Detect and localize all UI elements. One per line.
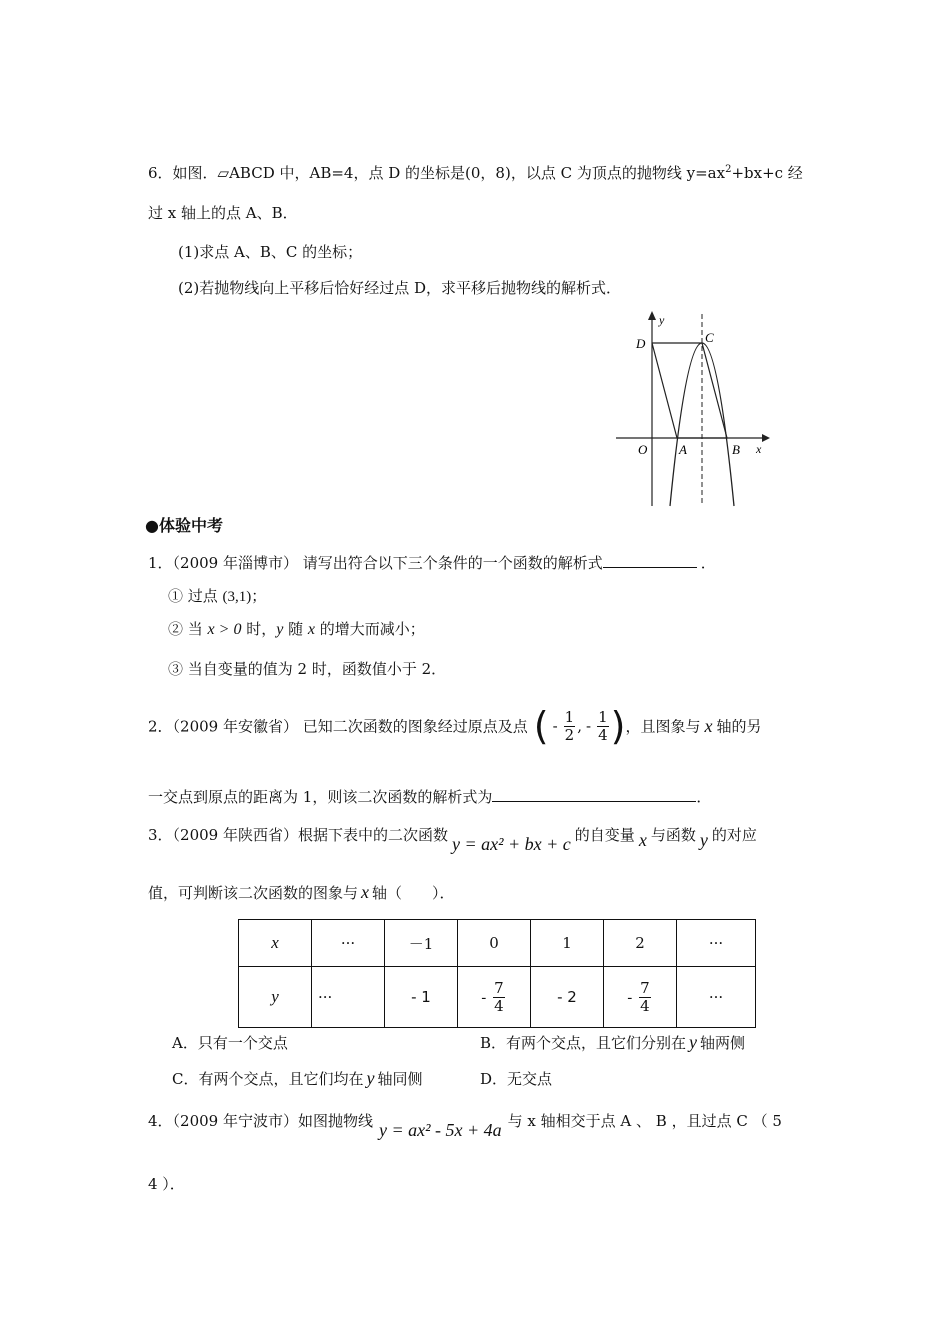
label-C: C <box>705 330 714 345</box>
parabola-figure <box>612 308 772 508</box>
p4-line2: 4 ）． <box>148 1175 185 1193</box>
option-c[interactable]: C．有两个交点，且它们均在 y 轴同侧 <box>172 1068 423 1088</box>
p4-intro: 4．（2009 年宁波市）如图抛物线 y = ax² - 5x + 4a 与 x 轴相交于点 A 、 B ，且过点 C （ 5 <box>148 1112 782 1140</box>
table-cell: y <box>239 967 312 1028</box>
table-cell: ··· <box>312 920 385 967</box>
p1-cond2: ② 当 x > 0 时，y 随 x 的增大而减小； <box>168 620 425 638</box>
p1-cond3: ③ 当自变量的值为 2 时，函数值小于 2． <box>168 660 447 678</box>
parabola-curve <box>670 343 734 506</box>
label-O: O <box>638 442 648 457</box>
p3-intro: 3．（2009 年陕西省）根据下表中的二次函数 y = ax² + bx + c 的自变量 x 与函数 y 的对应 <box>148 826 757 854</box>
q6-line2: 过 x 轴上的点 A、B． <box>148 204 298 222</box>
option-b[interactable]: B．有两个交点，且它们分别在 y 轴两侧 <box>480 1032 746 1052</box>
label-B: B <box>732 442 740 457</box>
p3-line2: 值，可判断该二次函数的图象与 x 轴（ ）． <box>148 882 455 902</box>
option-d[interactable]: D．无交点 <box>480 1070 553 1088</box>
table-cell: ··· <box>312 967 385 1028</box>
q6-sub1: (1)求点 A、B、C 的坐标； <box>178 243 363 261</box>
label-x: x <box>756 442 762 456</box>
p2-line2: 一交点到原点的距离为 1，则该二次函数的解析式为 ． <box>148 788 712 806</box>
table-cell: 0 <box>458 920 531 967</box>
bullet-icon: ● <box>145 516 159 535</box>
answer-blank-1[interactable] <box>603 553 697 568</box>
p2-intro: 2．（2009 年安徽省） 已知二次函数的图象经过原点及点 ( - $\frac{1}{2}$ , - $\frac{1}{4}$ )，且图象与 x 轴的另 <box>148 704 762 748</box>
parallelogram-symbol: ▱ <box>217 164 230 182</box>
p1-intro: 1．（2009 年淄博市） 请写出符合以下三个条件的一个函数的解析式 ． <box>148 554 716 572</box>
option-a[interactable]: A．只有一个交点 <box>172 1034 288 1052</box>
table-cell: x <box>239 920 312 967</box>
answer-blank-2[interactable] <box>492 787 696 802</box>
p1-cond1: ① 过点 (3,1)； <box>168 587 267 605</box>
quadratic-equation: y = ax² + bx + c <box>452 834 571 854</box>
section-heading: ●体验中考 <box>145 516 223 535</box>
table-cell: ··· <box>677 920 756 967</box>
table-cell: 2 <box>604 920 677 967</box>
table-row-x <box>239 920 756 967</box>
table-cell: －1 <box>385 920 458 967</box>
table-cell: ··· <box>677 967 756 1028</box>
table-cell: - 1 <box>385 967 458 1028</box>
table-cell: - $\frac{7}{4}$ <box>604 967 677 1028</box>
label-D: D <box>636 336 646 351</box>
q6-line1: 6．如图．▱ABCD 中，AB=4，点 D 的坐标是(0，8)，以点 C 为顶点的抛物线 $y=ax^2+bx+c$ 经 <box>148 164 803 182</box>
parabola-equation: y = ax² - 5x + 4a <box>379 1120 502 1140</box>
y-axis-arrow <box>648 311 656 320</box>
q6-sub2: (2)若抛物线向上平移后恰好经过点 D，求平移后抛物线的解析式． <box>178 279 622 297</box>
label-A: A <box>679 442 687 457</box>
table-cell: - 2 <box>531 967 604 1028</box>
table-row-y <box>239 967 756 1028</box>
label-y: y <box>659 313 665 327</box>
parallelogram-abcd <box>652 343 727 438</box>
x-axis-arrow <box>762 434 770 442</box>
table-cell: - $\frac{7}{4}$ <box>458 967 531 1028</box>
table-cell: 1 <box>531 920 604 967</box>
point-coordinate: ( - $\frac{1}{2}$ , - $\frac{1}{4}$ ) <box>533 704 626 748</box>
value-table <box>238 919 756 1028</box>
